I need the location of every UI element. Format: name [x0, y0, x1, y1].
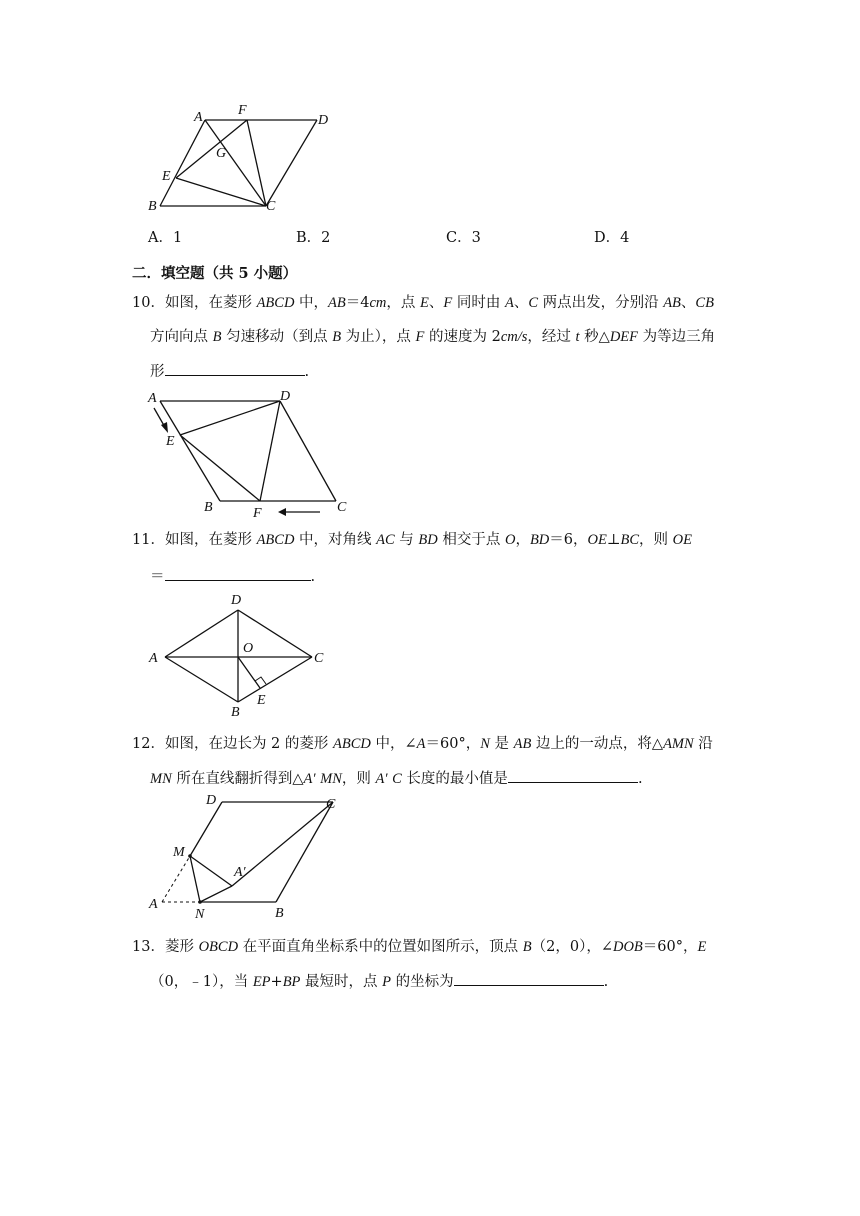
q10-label-a: A — [148, 391, 157, 406]
q11-answer-blank[interactable] — [165, 564, 311, 581]
q12-dashed-am — [162, 856, 190, 902]
q10-line-3: 形 . — [150, 359, 309, 382]
q10-line-1: 10．如图，在菱形 ABCD 中，AB＝4cm，点 E、F 同时由 A、C 两点出发，分别沿 AB、CB — [132, 295, 714, 311]
q9-figure — [140, 100, 340, 215]
q9-segment-dc — [266, 120, 317, 206]
q10-label-f: F — [253, 506, 262, 520]
q10-figure — [140, 385, 360, 520]
q12-label-a: A — [149, 897, 158, 912]
q10-segment-ed — [180, 401, 280, 435]
q9-label-f: F — [238, 103, 247, 118]
q9-label-e: E — [162, 169, 171, 184]
q12-segment-mn — [190, 856, 200, 902]
q9-option-a: A．1 — [148, 230, 183, 246]
q10-line-2: 方向向点 B 匀速移动（到点 B 为止），点 F 的速度为 2cm/s，经过 t 秒△DEF 为等边三角 — [150, 329, 716, 345]
q10-answer-blank[interactable] — [165, 359, 305, 376]
section-2-title: 二．填空题（共 5 小题） — [132, 265, 298, 282]
q12-line-2: MN 所在直线翻折得到△A′ MN，则 A′ C 长度的最小值是 . — [150, 766, 643, 789]
q9-option-b: B．2 — [296, 230, 331, 246]
q12-label-b: B — [275, 906, 284, 920]
q11-label-b: B — [231, 705, 240, 720]
q10-segment-df — [260, 401, 280, 501]
q11-label-d: D — [231, 593, 242, 608]
q12-segment-cb — [276, 802, 333, 902]
q13-answer-blank[interactable] — [454, 969, 604, 986]
q12-label-a-prime: A′ — [234, 865, 246, 880]
q11-segment-ad — [165, 610, 238, 657]
q9-label-b: B — [148, 199, 157, 214]
q11-label-c: C — [314, 651, 324, 666]
q11-label-a: A — [149, 651, 158, 666]
q12-point-m — [188, 854, 192, 858]
q12-line-1: 12．如图，在边长为 2 的菱形 ABCD 中，∠A＝60°，N 是 AB 边上的一动点，将△AMN 沿 — [132, 736, 713, 752]
q12-segment-ma2 — [190, 856, 232, 886]
q12-label-n: N — [195, 907, 205, 920]
q11-segment-ba — [165, 657, 238, 702]
q11-segment-oe — [238, 657, 260, 688]
q10-label-e: E — [166, 434, 175, 449]
q10-label-d: D — [280, 389, 291, 404]
q11-label-e: E — [257, 693, 266, 708]
q9-option-d: D．4 — [594, 230, 630, 246]
q10-segment-ba — [160, 401, 220, 501]
q12-figure — [140, 790, 360, 920]
q11-line-2: ＝ . — [150, 564, 315, 587]
q9-label-a: A — [194, 110, 203, 125]
q12-label-m: M — [173, 845, 185, 860]
q10-segment-dc — [280, 401, 336, 501]
q9-label-c: C — [266, 199, 276, 214]
q9-label-g: G — [216, 146, 227, 161]
q12-answer-blank[interactable] — [508, 766, 638, 783]
q10-arrowhead-ae — [161, 422, 168, 433]
q12-label-c: C — [326, 797, 336, 812]
q10-label-c: C — [337, 500, 347, 515]
q10-segment-ef — [180, 435, 260, 501]
q13-line-1: 13．菱形 OBCD 在平面直角坐标系中的位置如图所示，顶点 B（2，0），∠DOB＝60°，E — [132, 939, 707, 955]
q11-segment-cb — [238, 657, 312, 702]
q12-label-d: D — [206, 793, 217, 808]
q9-segment-ec — [176, 178, 266, 206]
q11-figure — [140, 590, 340, 720]
q10-label-b: B — [204, 500, 213, 515]
q9-label-d: D — [318, 113, 329, 128]
q9-option-c: C．3 — [446, 230, 481, 246]
q12-segment-dm — [190, 802, 222, 856]
q11-line-1: 11．如图，在菱形 ABCD 中，对角线 AC 与 BD 相交于点 O，BD＝6，OE⊥BC，则 OE — [132, 532, 692, 548]
q12-segment-a2c — [232, 802, 333, 886]
q12-segment-na2 — [200, 886, 232, 902]
q10-arrowhead-cf — [278, 508, 286, 516]
q11-label-o: O — [243, 641, 254, 656]
q13-line-2: （0，﹣1），当 EP+BP 最短时，点 P 的坐标为 . — [150, 969, 608, 992]
q9-segment-ba — [160, 120, 205, 206]
q12-point-n — [198, 900, 202, 904]
